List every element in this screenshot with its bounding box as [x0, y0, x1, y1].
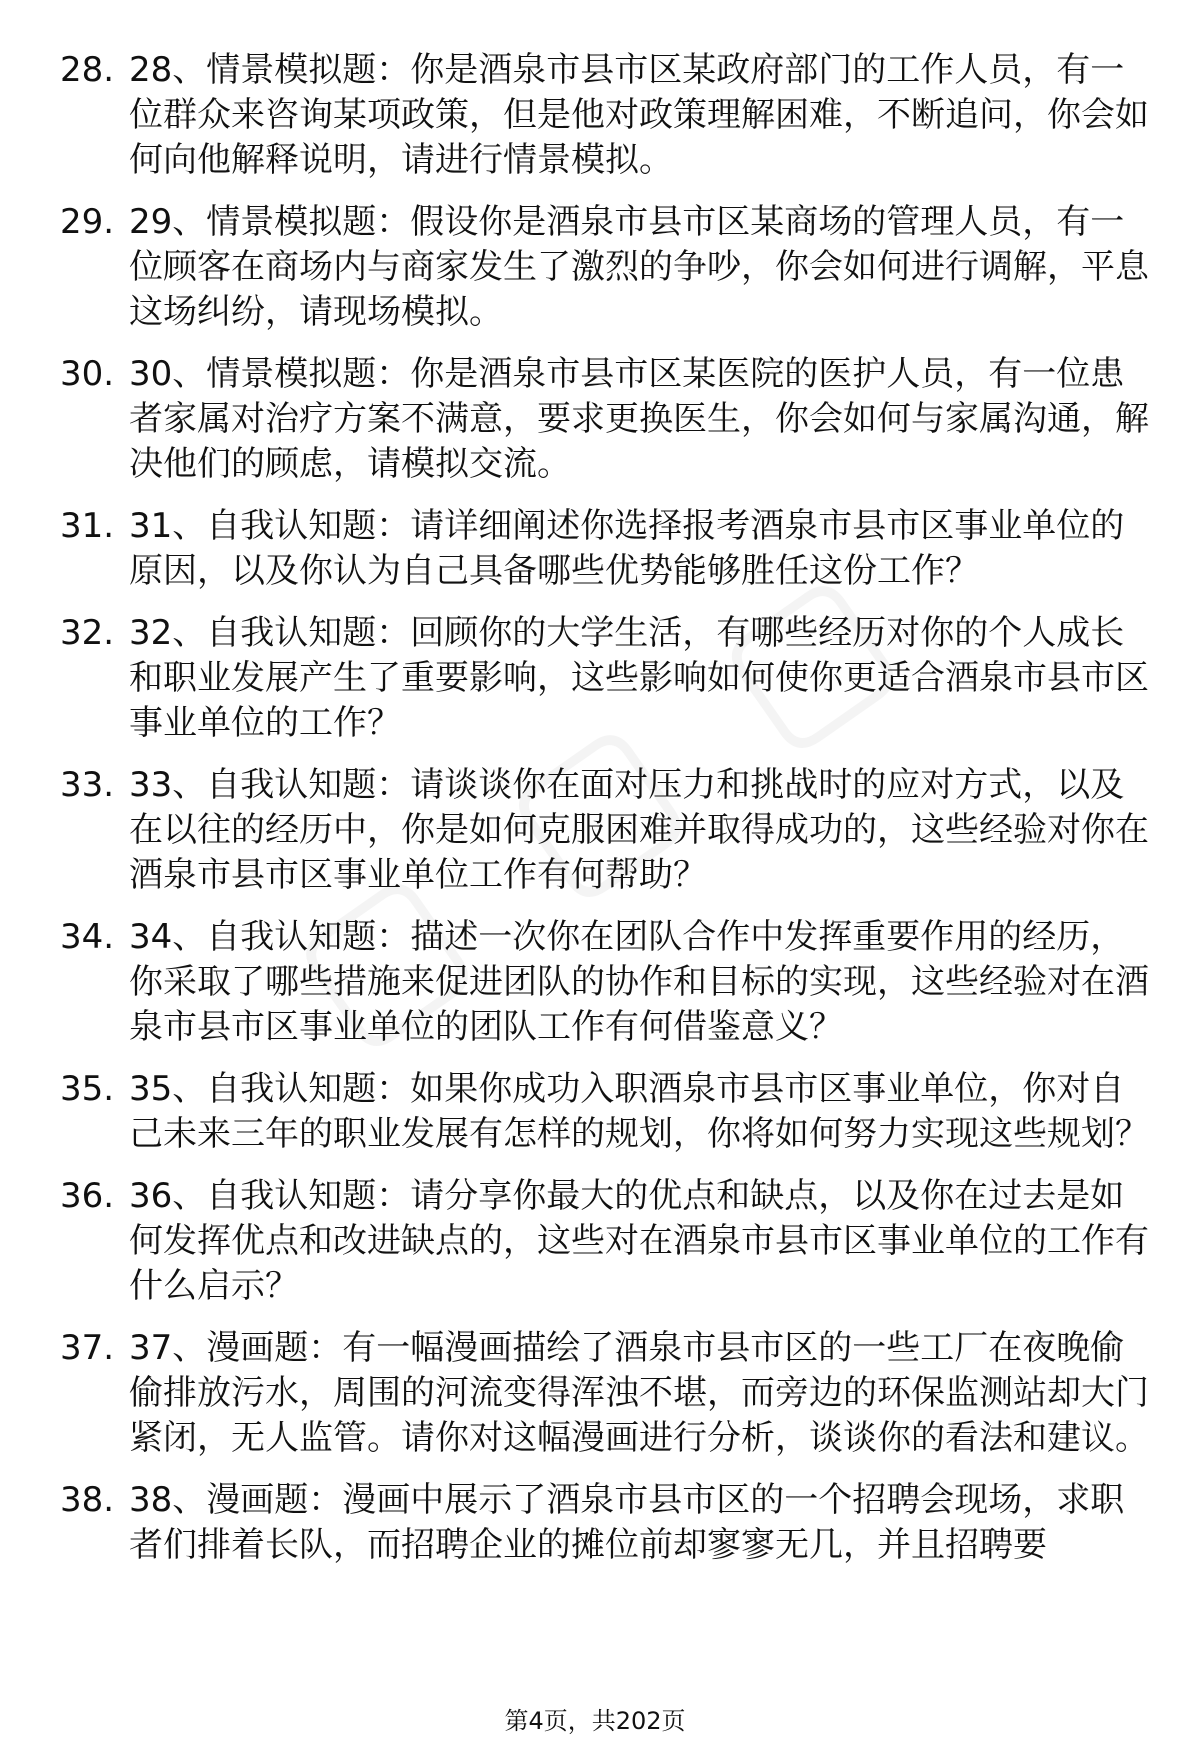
- item-text: 30、情景模拟题：你是酒泉市县市区某医院的医护人员，有一位患者家属对治疗方案不满意，要求更换医生，你会如何与家属沟通，解决他们的顾虑，请模拟交流。: [129, 354, 1149, 484]
- list-item: [60, 915, 1150, 1050]
- item-text: 32、自我认知题：回顾你的大学生活，有哪些经历对你的个人成长和职业发展产生了重要影响，这些影响如何使你更适合酒泉市县市区事业单位的工作？: [129, 613, 1149, 743]
- item-number: 32.: [60, 613, 115, 653]
- item-text: 35、自我认知题：如果你成功入职酒泉市县市区事业单位，你对自己未来三年的职业发展有怎样的规划，你将如何努力实现这些规划？: [129, 1069, 1149, 1154]
- item-number: 30.: [60, 354, 115, 394]
- item-number: 36.: [60, 1176, 115, 1216]
- question-list: [60, 48, 1150, 1585]
- item-text: 36、自我认知题：请分享你最大的优点和缺点，以及你在过去是如何发挥优点和改进缺点的，这些对在酒泉市县市区事业单位的工作有什么启示？: [129, 1176, 1149, 1306]
- item-text: 29、情景模拟题：假设你是酒泉市县市区某商场的管理人员，有一位顾客在商场内与商家发生了激烈的争吵，你会如何进行调解，平息这场纠纷，请现场模拟。: [129, 202, 1149, 332]
- list-item: [60, 1174, 1150, 1309]
- item-text: 31、自我认知题：请详细阐述你选择报考酒泉市县市区事业单位的原因，以及你认为自己具备哪些优势能够胜任这份工作？: [129, 506, 1125, 591]
- list-item: [60, 1067, 1150, 1157]
- item-number: 33.: [60, 765, 115, 805]
- item-number: 34.: [60, 917, 115, 957]
- item-text: 38、漫画题：漫画中展示了酒泉市县市区的一个招聘会现场，求职者们排着长队，而招聘企业的摊位前却寥寥无几，并且招聘要: [129, 1480, 1125, 1565]
- page-number: 第4页，共202页: [504, 1707, 686, 1735]
- item-text: 34、自我认知题：描述一次你在团队合作中发挥重要作用的经历，你采取了哪些措施来促进团队的协作和目标的实现，这些经验对在酒泉市县市区事业单位的团队工作有何借鉴意义？: [129, 917, 1149, 1047]
- item-number: 28.: [60, 50, 115, 90]
- item-text: 28、情景模拟题：你是酒泉市县市区某政府部门的工作人员，有一位群众来咨询某项政策，但是他对政策理解困难，不断追问，你会如何向他解释说明，请进行情景模拟。: [129, 50, 1149, 180]
- item-text: 33、自我认知题：请谈谈你在面对压力和挑战时的应对方式，以及在以往的经历中，你是如何克服困难并取得成功的，这些经验对你在酒泉市县市区事业单位工作有何帮助？: [129, 765, 1149, 895]
- list-item: [60, 352, 1150, 487]
- list-item: [60, 200, 1150, 335]
- item-number: 31.: [60, 506, 115, 546]
- list-item: [60, 763, 1150, 898]
- item-number: 29.: [60, 202, 115, 242]
- list-item: [60, 1478, 1150, 1568]
- item-number: 35.: [60, 1069, 115, 1109]
- list-item: [60, 48, 1150, 183]
- item-text: 37、漫画题：有一幅漫画描绘了酒泉市县市区的一些工厂在夜晚偷偷排放污水，周围的河流变得浑浊不堪，而旁边的环保监测站却大门紧闭，无人监管。请你对这幅漫画进行分析，谈谈你的看法和建议。: [129, 1328, 1149, 1458]
- item-number: 37.: [60, 1328, 115, 1368]
- list-item: [60, 611, 1150, 746]
- list-item: [60, 504, 1150, 594]
- item-number: 38.: [60, 1480, 115, 1520]
- list-item: [60, 1326, 1150, 1461]
